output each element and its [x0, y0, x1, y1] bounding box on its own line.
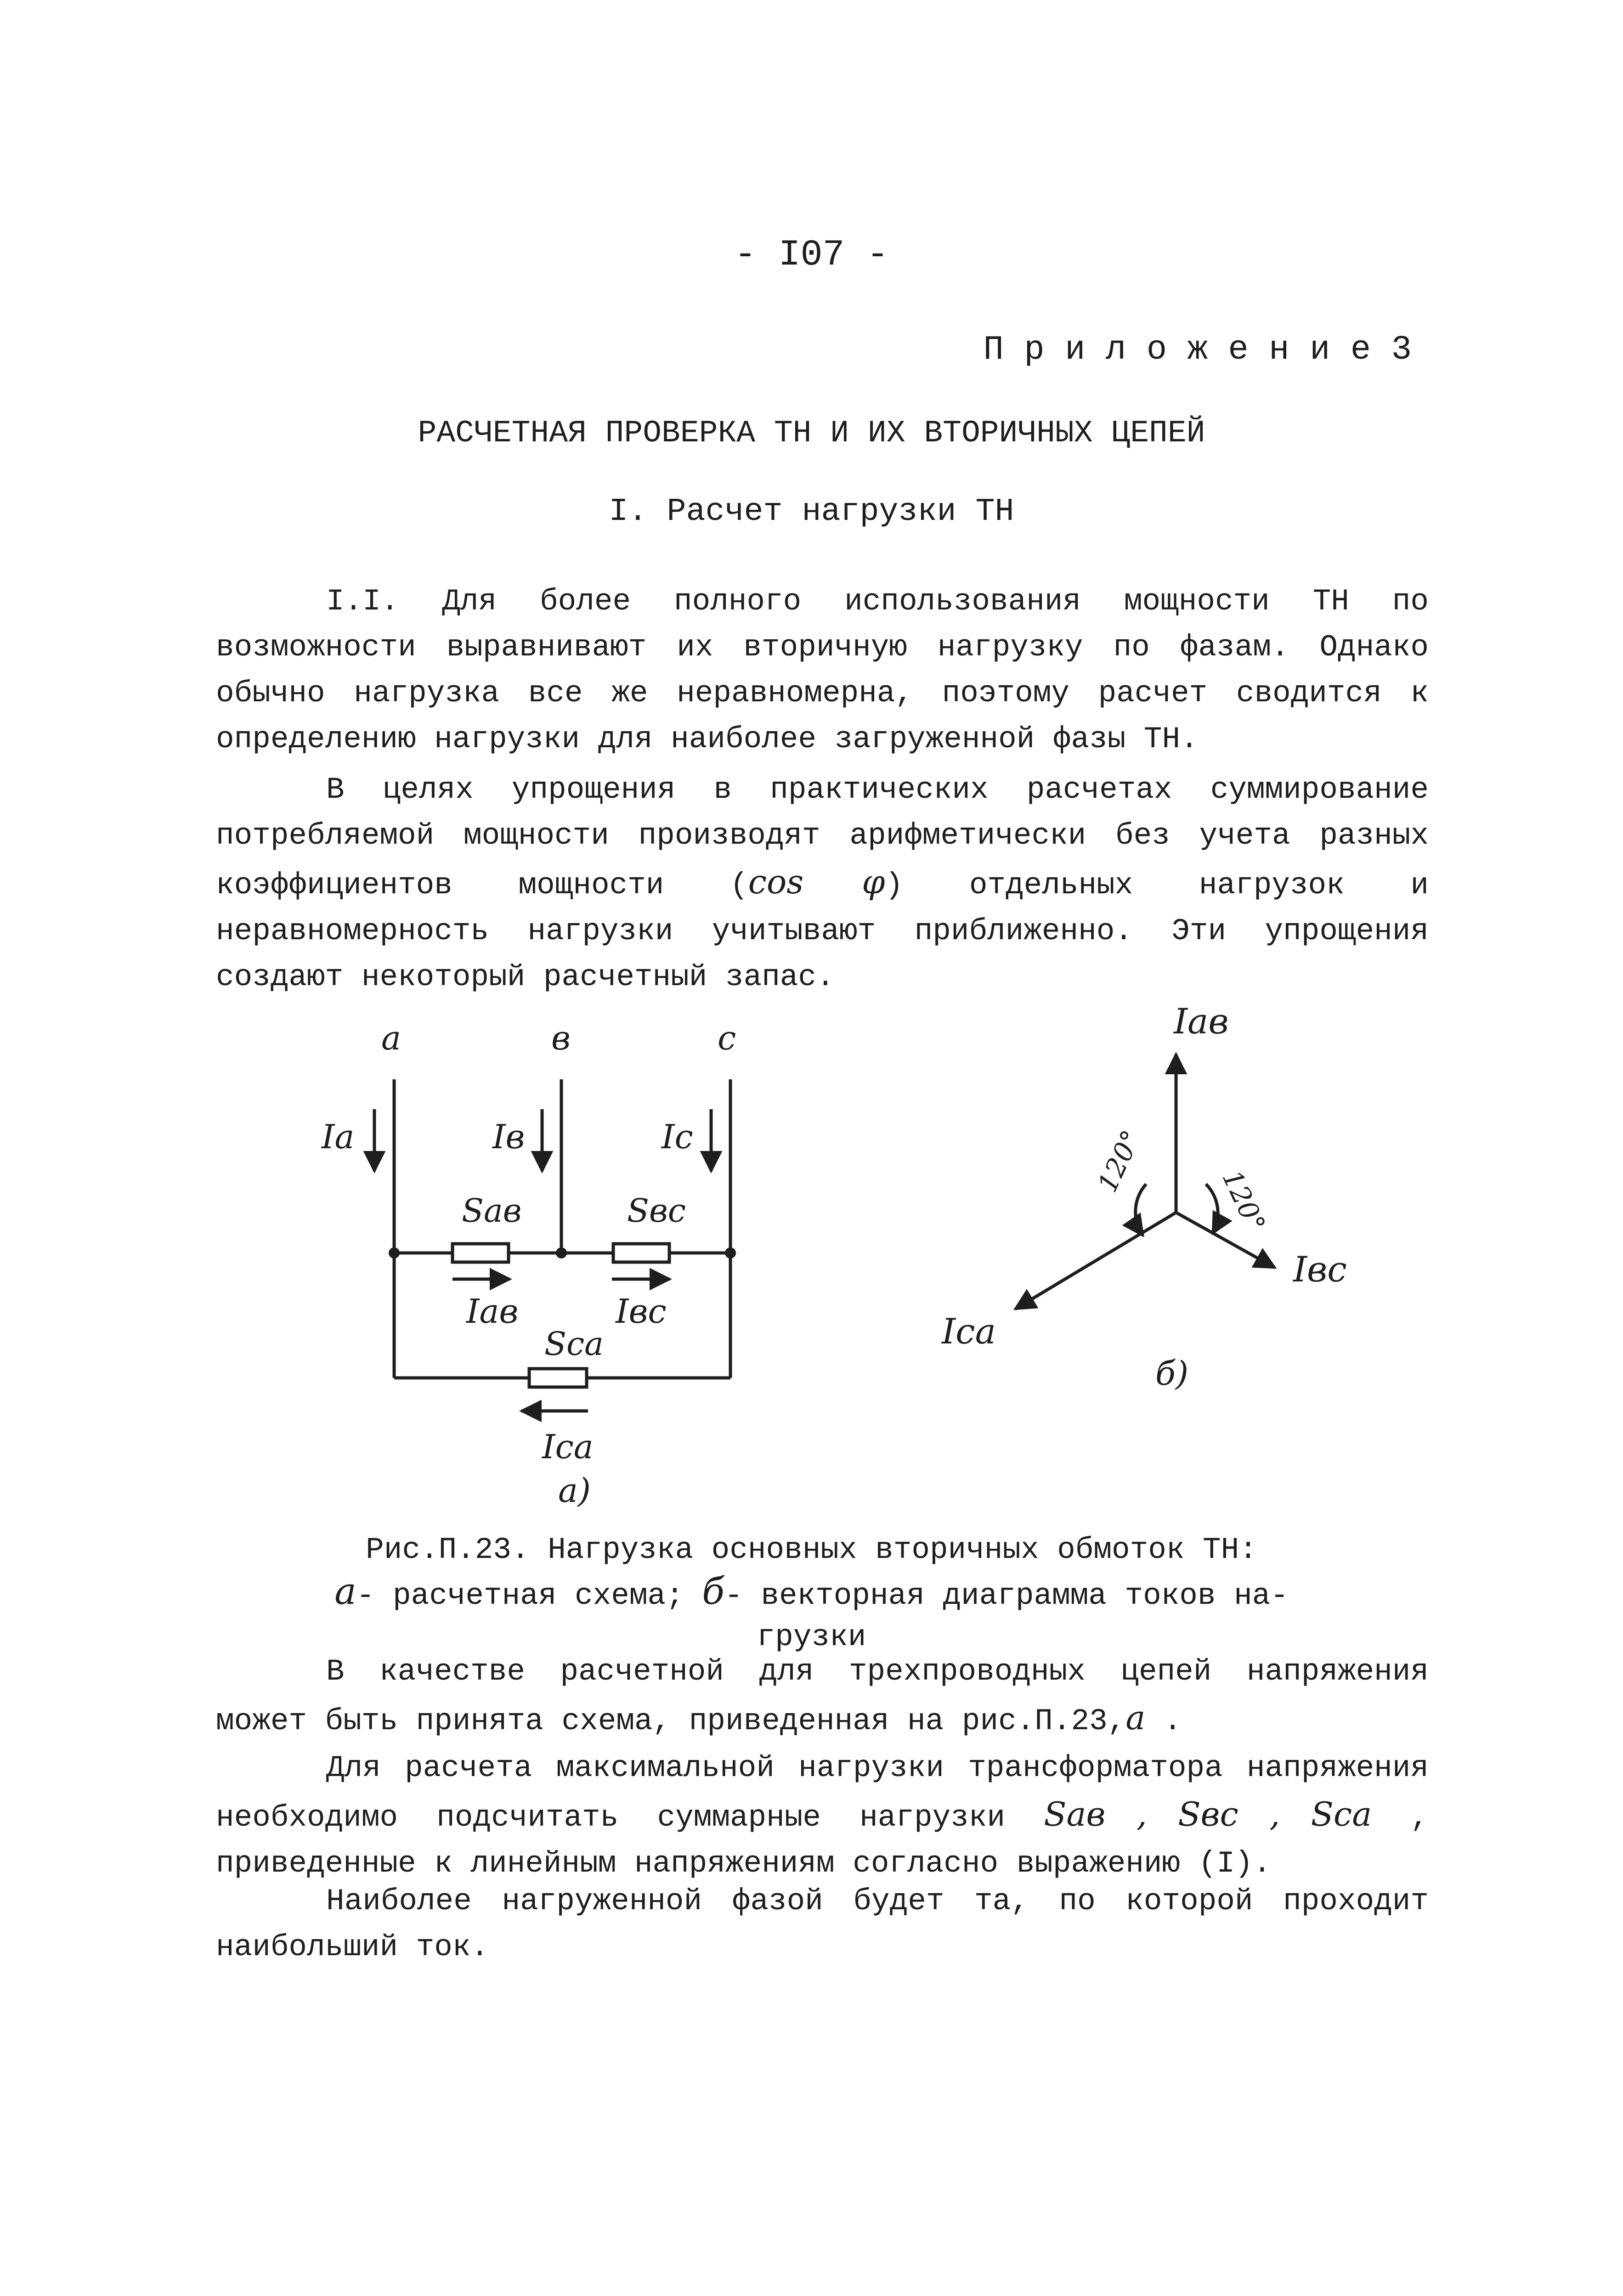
label-ic: Ic: [662, 1117, 693, 1156]
paragraph-4-symbol: a: [1125, 1698, 1146, 1737]
circuit-labels: [321, 1019, 736, 1510]
resistor-sca: [529, 1369, 587, 1387]
figure-caption: [0, 1529, 1623, 1658]
label-vector-iab: Iaв: [1174, 1001, 1229, 1042]
label-ib: Iв: [492, 1117, 525, 1156]
vector-ica: [1015, 1213, 1176, 1309]
paragraph-4-end: .: [1145, 1704, 1182, 1738]
label-ia: Ia: [322, 1117, 355, 1156]
label-phase-c: c: [718, 1019, 736, 1057]
label-scheme-a: a): [558, 1471, 591, 1510]
page-number: - I07 -: [734, 234, 889, 276]
label-iab: Iaв: [466, 1292, 519, 1331]
cos-phi-symbol: cos φ: [748, 863, 885, 901]
angle-arc-left: [1136, 1184, 1146, 1235]
label-ibc: Iвc: [616, 1292, 667, 1331]
paragraph-5: [216, 1745, 1429, 1887]
paragraph-1: I.I. Для более полного использования мощности ТН по возможности выравнивают их вторичную нагрузку по фазам. Однако обычно нагрузка все же неравномерна, поэтому расчет сводится к определению нагрузки для наиболее загруженной фазы ТН.: [216, 584, 1429, 756]
label-sbc: Sвc: [627, 1192, 686, 1230]
paragraph-5-text-after: , приведенные к линейным напряжениям согласно выражению (I).: [216, 1800, 1429, 1881]
label-ica: Ica: [542, 1427, 594, 1466]
paragraph-2-text-before: В целях упрощения в практических расчетах суммирование потребляемой мощности производят арифметически без учета разных коэффициентов мощности (: [216, 773, 1429, 903]
caption-symbol-b: б: [702, 1570, 725, 1613]
paragraph-2-text-after: ) отдельных нагрузок и неравномерность нагрузки учитывают приближенно. Эти упрощения создают некоторый расчетный запас.: [216, 868, 1429, 994]
label-vector-b: б): [1155, 1354, 1189, 1393]
caption-symbol-a: a: [334, 1570, 356, 1613]
node-a: [389, 1247, 400, 1258]
vector-labels: [941, 1001, 1347, 1393]
caption-text-b: - векторная диаграмма токов на-: [724, 1579, 1289, 1613]
label-angle-right: 120°: [1216, 1165, 1272, 1237]
appendix-label: П р и л о ж е н и е 3: [983, 331, 1412, 369]
paragraph-4-text: В качестве расчетной для трехпроводных цепей напряжения может быть принята схема, приведенная на рис.П.23,: [216, 1654, 1429, 1738]
label-vector-ica: Ica: [942, 1311, 996, 1352]
caption-line-2: [0, 1571, 1623, 1617]
resistor-sbc: [613, 1244, 669, 1262]
node-b: [556, 1247, 567, 1258]
node-c: [725, 1247, 736, 1258]
appendix-heading: РАСЧЕТНАЯ ПРОВЕРКА ТН И ИХ ВТОРИЧНЫХ ЦЕПЕЙ: [418, 416, 1205, 451]
load-symbols: Saв , Sвc , Sca: [1044, 1795, 1372, 1833]
resistor-sab: [452, 1244, 509, 1262]
caption-text-a: - расчетная схема;: [356, 1579, 684, 1613]
angle-arc-right: [1206, 1184, 1218, 1233]
label-phase-b: в: [551, 1019, 571, 1057]
paragraph-5-text-before: Для расчета максимальной нагрузки трансформатора напряжения необходимо подсчитать суммарные нагрузки: [216, 1751, 1429, 1835]
section-title: I. Расчет нагрузки ТН: [609, 494, 1014, 530]
label-angle-left: 120°: [1091, 1125, 1147, 1197]
paragraph-4: [216, 1649, 1429, 1744]
label-sca: Sca: [544, 1325, 604, 1363]
caption-line-1: Рис.П.23. Нагрузка основных вторичных обмоток ТН:: [366, 1533, 1257, 1567]
label-phase-a: a: [381, 1019, 401, 1057]
caption-line-3: грузки: [757, 1620, 866, 1654]
label-sab: Saв: [462, 1192, 522, 1230]
paragraph-6: Наиболее нагруженной фазой будет та, по которой проходит наибольший ток.: [216, 1884, 1429, 1964]
label-vector-ibc: Iвc: [1293, 1249, 1347, 1290]
